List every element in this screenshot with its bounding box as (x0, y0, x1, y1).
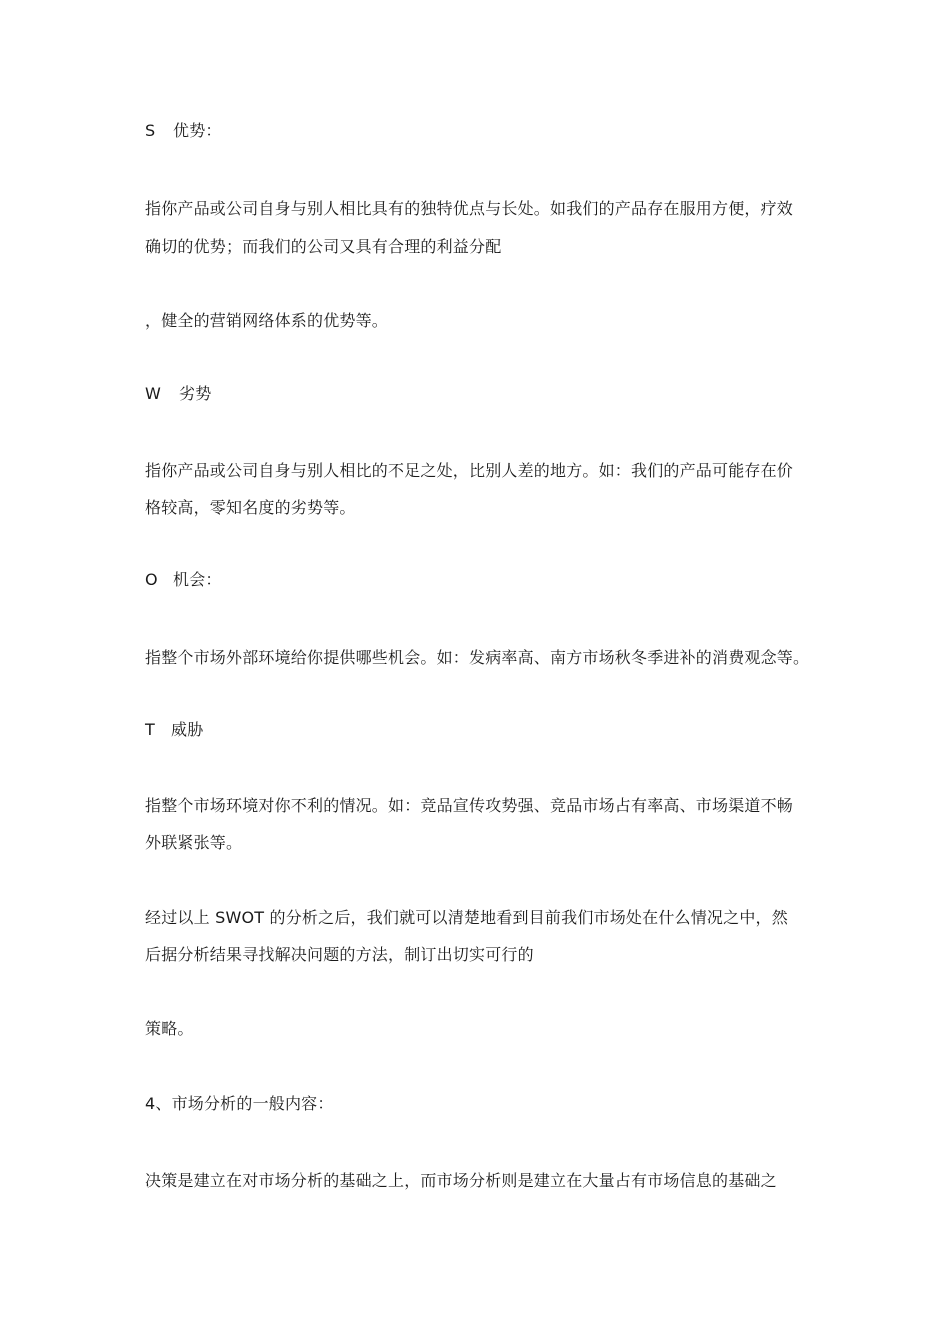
t-body-line-1: 指整个市场环境对你不利的情况。如：竞品宣传攻势强、竞品市场占有率高、市场渠道不畅 (145, 796, 794, 815)
o-heading (145, 569, 815, 591)
o-body-line-1: 指整个市场外部环境给你提供哪些机会。如：发病率高、南方市场秋冬季进补的消费观念等。 (145, 648, 810, 667)
s-body-line-3: ，健全的营销网络体系的优势等。 (145, 311, 389, 330)
w-heading-label: 劣势 (179, 384, 212, 403)
swot-summary-line-3: 策略。 (145, 1019, 194, 1038)
s-heading-label: 优势： (173, 121, 222, 140)
s-heading (145, 120, 815, 142)
o-heading-letter: O (145, 570, 158, 589)
w-heading (145, 383, 815, 405)
w-body-line-2: 格较高，零知名度的劣势等。 (145, 498, 356, 517)
section4-heading: 4、市场分析的一般内容： (145, 1094, 334, 1113)
t-body-line-2: 外联紧张等。 (145, 833, 243, 852)
swot-summary-line-2: 后据分析结果寻找解决问题的方法，制订出切实可行的 (145, 945, 534, 964)
t-heading-label: 威胁 (171, 720, 204, 739)
s-body-line-2: 确切的优势；而我们的公司又具有合理的利益分配 (145, 237, 502, 256)
t-heading-letter: T (145, 720, 155, 739)
section4-body-line-1: 决策是建立在对市场分析的基础之上，而市场分析则是建立在大量占有市场信息的基础之 (145, 1171, 777, 1190)
swot-summary-line-1: 经过以上 SWOT 的分析之后，我们就可以清楚地看到目前我们市场处在什么情况之中，然 (145, 908, 788, 927)
s-heading-letter: S (145, 121, 156, 140)
o-heading-label: 机会： (173, 570, 222, 589)
w-heading-letter: W (145, 384, 162, 403)
w-body-line-1: 指你产品或公司自身与别人相比的不足之处，比别人差的地方。如：我们的产品可能存在价 (145, 461, 794, 480)
t-heading (145, 719, 815, 741)
s-body-line-1: 指你产品或公司自身与别人相比具有的独特优点与长处。如我们的产品存在服用方便，疗效 (145, 199, 794, 218)
